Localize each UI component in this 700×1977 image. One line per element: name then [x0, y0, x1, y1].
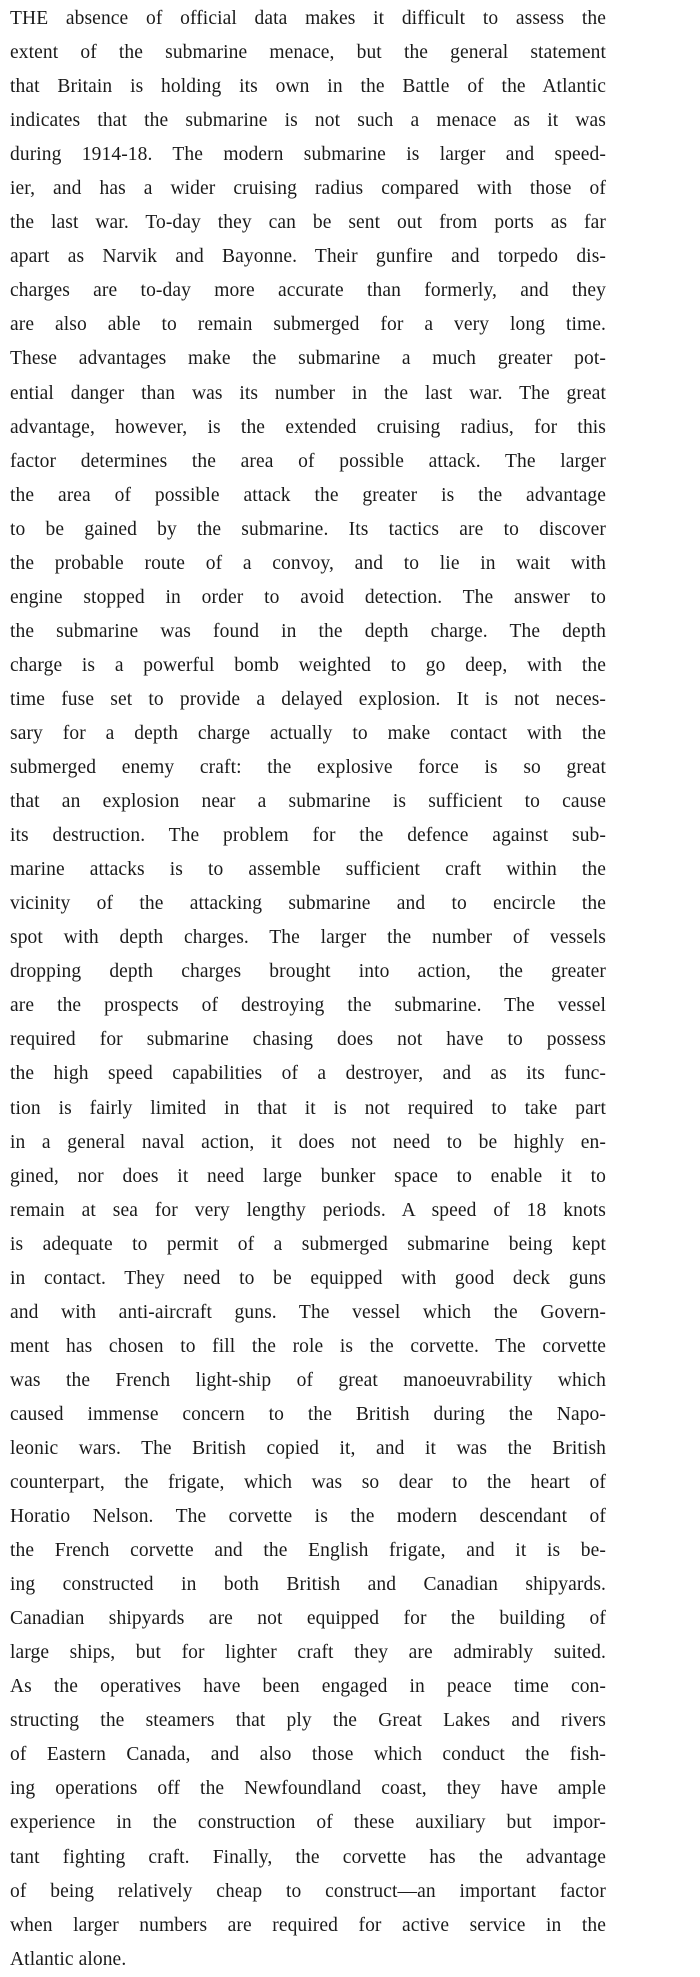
text-line: experience in the construction of these auxiliary but impor- [10, 1812, 606, 1834]
text-line: to be gained by the submarine. Its tactics are to discover [10, 518, 606, 540]
text-line: and with anti-aircraft guns. The vessel which the Govern- [10, 1301, 606, 1323]
text-line: THE absence of official data makes it difficult to assess the [10, 8, 606, 29]
text-line: of Eastern Canada, and also those which conduct the fish- [10, 1744, 606, 1766]
text-line: Atlantic alone. [10, 1948, 127, 1970]
text-line: remain at sea for very lengthy periods. A speed of 18 knots [10, 1199, 606, 1221]
text-line: Canadian shipyards are not equipped for the building of [10, 1608, 606, 1630]
text-line: ier, and has a wider cruising radius compared with those of [10, 178, 606, 200]
text-line: dropping depth charges brought into action, the greater [10, 961, 606, 983]
text-line: that Britain is holding its own in the Battle of the Atlantic [10, 76, 606, 98]
text-line: extent of the submarine menace, but the general statement [10, 42, 606, 64]
text-line: As the operatives have been engaged in peace time con- [10, 1676, 606, 1698]
text-line: tion is fairly limited in that it is not required to take part [10, 1097, 606, 1119]
text-line: leonic wars. The British copied it, and it was the British [10, 1437, 606, 1459]
text-line: ing operations off the Newfoundland coast, they have ample [10, 1778, 606, 1800]
text-line: in a general naval action, it does not need to be highly en- [10, 1131, 606, 1153]
text-line: marine attacks is to assemble sufficient craft within the [10, 859, 606, 881]
text-line: tant fighting craft. Finally, the corvette has the advantage [10, 1846, 606, 1868]
text-line: caused immense concern to the British during the Napo- [10, 1403, 606, 1425]
text-line: the high speed capabilities of a destroyer, and as its func- [10, 1063, 606, 1085]
text-line: gined, nor does it need large bunker space to enable it to [10, 1165, 606, 1187]
text-line: large ships, but for lighter craft they are admirably suited. [10, 1642, 606, 1664]
text-line: charge is a powerful bomb weighted to go deep, with the [10, 654, 606, 676]
article-body [10, 2, 606, 1977]
text-line: required for submarine chasing does not have to possess [10, 1029, 606, 1051]
text-line: the French corvette and the English frigate, and it is be- [10, 1540, 606, 1562]
text-line: in contact. They need to be equipped with good deck guns [10, 1267, 606, 1289]
text-line: are also able to remain submerged for a very long time. [10, 314, 606, 336]
text-line: of being relatively cheap to construct—an important factor [10, 1880, 606, 1902]
text-line: the last war. To-day they can be sent out from ports as far [10, 212, 606, 234]
text-line: when larger numbers are required for active service in the [10, 1914, 606, 1936]
text-line: during 1914-18. The modern submarine is larger and speed- [10, 144, 606, 166]
text-line: ing constructed in both British and Canadian shipyards. [10, 1574, 606, 1596]
text-line: structing the steamers that ply the Great Lakes and rivers [10, 1710, 606, 1732]
text-line: that an explosion near a submarine is sufficient to cause [10, 791, 606, 813]
text-line: These advantages make the submarine a much greater pot- [10, 348, 606, 370]
text-line: the submarine was found in the depth charge. The depth [10, 620, 606, 642]
text-line: charges are to-day more accurate than formerly, and they [10, 280, 606, 302]
text-line: Horatio Nelson. The corvette is the modern descendant of [10, 1506, 606, 1528]
text-line: are the prospects of destroying the submarine. The vessel [10, 995, 606, 1017]
text-line: indicates that the submarine is not such a menace as it was [10, 110, 606, 132]
text-line: was the French light-ship of great manoeuvrability which [10, 1369, 606, 1391]
text-line: vicinity of the attacking submarine and to encircle the [10, 893, 606, 915]
text-line: spot with depth charges. The larger the number of vessels [10, 927, 606, 949]
text-line: ential danger than was its number in the last war. The great [10, 382, 606, 404]
text-line: factor determines the area of possible attack. The larger [10, 450, 606, 472]
text-line: advantage, however, is the extended cruising radius, for this [10, 416, 606, 438]
text-line: apart as Narvik and Bayonne. Their gunfire and torpedo dis- [10, 246, 606, 268]
text-line: submerged enemy craft: the explosive force is so great [10, 757, 606, 779]
text-line: engine stopped in order to avoid detection. The answer to [10, 586, 606, 608]
text-line: counterpart, the frigate, which was so dear to the heart of [10, 1472, 606, 1494]
text-line: sary for a depth charge actually to make contact with the [10, 722, 606, 744]
text-line: ment has chosen to fill the role is the corvette. The corvette [10, 1335, 606, 1357]
text-line: time fuse set to provide a delayed explosion. It is not neces- [10, 688, 606, 710]
text-line: is adequate to permit of a submerged submarine being kept [10, 1233, 606, 1255]
text-line: its destruction. The problem for the defence against sub- [10, 825, 606, 847]
text-line: the probable route of a convoy, and to lie in wait with [10, 552, 606, 574]
text-line: the area of possible attack the greater is the advantage [10, 484, 606, 506]
